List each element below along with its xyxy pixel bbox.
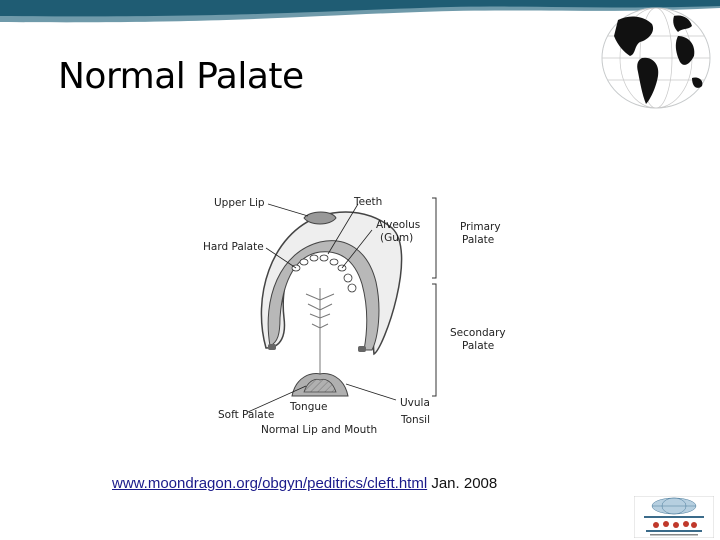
upper-lip-shape [304, 212, 336, 224]
label-secondary-palate-line1: Secondary [450, 327, 506, 339]
label-upper-lip: Upper Lip [214, 197, 265, 209]
diagram-caption: Normal Lip and Mouth [261, 424, 378, 436]
label-primary-palate-line1: Primary [460, 221, 501, 233]
label-gum: (Gum) [380, 232, 414, 244]
source-line [112, 475, 497, 492]
label-soft-palate: Soft Palate [218, 409, 275, 421]
palate-rugae [306, 288, 334, 374]
teeth-shapes [292, 255, 356, 292]
globe-map-icon [596, 6, 712, 110]
slide-title: Normal Palate [58, 56, 304, 97]
organization-logo-icon [634, 496, 714, 538]
label-tongue: Tongue [290, 401, 328, 413]
label-teeth: Teeth [354, 196, 383, 208]
label-alveolus: Alveolus [376, 219, 421, 231]
label-secondary-palate-line2: Palate [462, 340, 495, 352]
source-link[interactable]: www.moondragon.org/obgyn/peditrics/cleft.html [112, 475, 428, 492]
label-tonsil: Tonsil [401, 414, 431, 426]
label-primary-palate-line2: Palate [462, 234, 495, 246]
label-hard-palate: Hard Palate [203, 241, 264, 253]
label-uvula: Uvula [400, 397, 430, 409]
source-date: Jan. 2008 [431, 475, 498, 492]
